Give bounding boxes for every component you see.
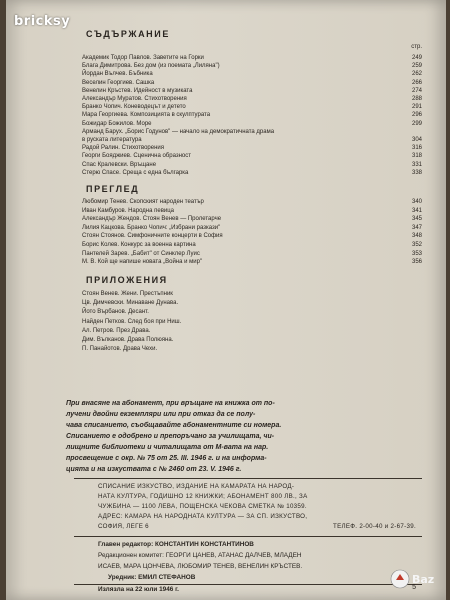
page-column-header: стр. (411, 44, 422, 50)
entry-title: Венелин Кръстев. Идейност в музиката (82, 87, 193, 94)
divider (74, 584, 422, 585)
notice-line: лищните библиотеки и читалищата от М-вата на нар. (66, 444, 269, 451)
notice-line: Списанието е одобрено и препоръчано за училищата, чи- (66, 433, 275, 440)
publication-line: АДРЕС: КАМАРА НА НАРОДНАТА КУЛТУРА — ЗА СП. ИЗКУСТВО, (98, 513, 308, 520)
entry-page: 353 (411, 250, 422, 257)
entry-title: Мара Георгиева. Композицията в скулптурата (82, 112, 211, 119)
entry-title: Иван Камбуров. Народна певица (82, 207, 175, 214)
entry-title: Божидар Божилов. Море (82, 120, 152, 127)
appendix-item: Дим. Вълканов. Драва Полюяна. (82, 337, 174, 343)
appendix-item: Стоян Венев. Жени. Престъпник (82, 291, 173, 297)
entry-title: Йордан Вълчев. Бъбника (82, 71, 153, 78)
entry-page: 316 (411, 145, 422, 152)
entry-title: Александър Муратов. Стихотворения (82, 96, 187, 102)
entry-title: Бранко Чопич. Коневодецът и детето (82, 104, 186, 111)
notice-line: просвещение с окр. № 75 от 25. III. 1946 г. и на информа- (66, 455, 267, 462)
entry-title: Стоян Стоянов. Симфоничните концерти в София (82, 233, 223, 240)
entry-title: Александър Жендов. Стоян Венев — Пролетарче (82, 216, 222, 223)
entry-title: Пантелей Зарев. „Бабит" от Синклер Луис (82, 250, 200, 257)
entry-page: 352 (411, 242, 422, 248)
entry-title: Спас Кралевски. Връщане (82, 161, 157, 168)
entry-title: М. В. Кой ще напише новата „Война и мир" (82, 259, 203, 266)
entry-page: 338 (411, 169, 422, 176)
notice-line: лучени двойни екземпляри или при отказ да се полу- (66, 411, 256, 418)
entry-page: 249 (411, 55, 422, 61)
magazine-page (6, 0, 446, 600)
entry-page: 274 (411, 87, 422, 94)
entry-page: 340 (411, 199, 422, 205)
entry-title: Академик Тодор Павлов. Заветите на Горки (82, 55, 204, 61)
manager: Уредник: ЕМИЛ СТЕФАНОВ (108, 574, 196, 581)
divider (74, 536, 422, 537)
contents-title: СЪДЪРЖАНИЕ (86, 29, 170, 39)
entry-page: 266 (411, 79, 422, 86)
entry-page: 348 (411, 233, 422, 240)
svg-text:Baz: Baz (412, 573, 435, 586)
entry-title: Георги Бояджиев. Сценична образност (82, 153, 191, 160)
entry-title: Лилия Кацкова. Бранко Чопич: „Избрани разкази" (82, 224, 221, 231)
entry-title: Радой Ралин. Стихотворения (82, 145, 164, 152)
notice-line: чава списанието, съобщавайте абонаментните си номера. (66, 422, 282, 429)
appendix-item: Найден Петков. След боя при Ниш. (82, 318, 182, 325)
entry-page: 291 (411, 104, 422, 111)
logo-icon (390, 564, 442, 594)
entry-title: Любомир Тенев. Скопският народен театър (82, 199, 204, 205)
entry-page: 347 (411, 224, 422, 231)
editorial-board (98, 539, 416, 583)
committee-line: Редакционен комитет: ГЕОРГИ ЦАНЕВ, АТАНАС ДАЛЧЕВ, МЛАДЕН (98, 552, 302, 559)
publication-line: СПИСАНИЕ ИЗКУСТВО, ИЗДАНИЕ НА КАМАРАТА НА НАРОД- (98, 483, 295, 490)
entry-title: Веселин Георгиев. Сашка (82, 79, 155, 86)
entry-page: 318 (411, 153, 422, 160)
publication-address-row (98, 522, 416, 532)
publication-address: СОФИЯ, ЛЕГЕ 6 (98, 523, 149, 530)
entry-title: Стерю Спасе. Среща с една българка (82, 169, 189, 176)
appendix-item: П. Панайотов. Драва Чехи. (82, 346, 158, 353)
publication-phone: ТЕЛЕФ. 2-00-40 и 2-67-39. (332, 523, 416, 530)
notice-line: При внасяне на абонамент, при връщане на книжка от по- (66, 400, 275, 407)
entry-page: 331 (411, 161, 422, 168)
appendix-item: Ал. Петров. През Драва. (82, 327, 151, 334)
toc-entry (82, 169, 422, 178)
subscription-notice (66, 398, 420, 475)
entry-title: в руската литература (82, 137, 142, 143)
entry-page: 345 (411, 216, 422, 223)
watermark: bricksy (14, 14, 71, 29)
entry-title: Борис Колев. Конкурс за военна картина (82, 242, 196, 248)
entry-page: 304 (411, 137, 422, 143)
chief-editor: Главен редактор: КОНСТАНТИН КОНСТАНТИНОВ (98, 541, 254, 548)
divider (74, 478, 422, 479)
appendix-title: ПРИЛОЖЕНИЯ (86, 275, 168, 285)
entry-page: 296 (411, 112, 422, 119)
entry-page: 356 (411, 259, 422, 266)
entry-page: 299 (411, 120, 422, 127)
committee-line: ИСАЕВ, МАРА ЦОНЧЕВА, ЛЮБОМИР ТЕНЕВ, ВЕНЕЛИН КРЪСТЕВ. (98, 563, 303, 570)
entry-page: 288 (411, 96, 422, 102)
entry-title: Арманд Барух. „Борис Годунов" — начало на демократичната драма (82, 128, 275, 135)
entry-title: Блага Димитрова. Без дом (из поемата „Лиляна") (82, 63, 220, 70)
notice-line: цията и на изкуствата с № 2460 от 23. V. 1946 г. (66, 466, 242, 473)
entry-page: 262 (411, 71, 422, 78)
publication-line: ЧУЖБИНА — 1100 ЛЕВА, ПОЩЕНСКА ЧЕКОВА СМЕТКА № 10359. (98, 503, 307, 510)
entry-page: 341 (411, 207, 422, 214)
publication-line: НАТА КУЛТУРА, ГОДИШНО 12 КНИЖКИ; АБОНАМЕНТ 800 ЛВ., ЗА (98, 493, 308, 500)
appendix-item: Йото Върбанов. Десант. (82, 309, 149, 316)
publication-info (98, 482, 416, 522)
review-title: ПРЕГЛЕД (86, 184, 140, 194)
printed-date: Излязла на 22 юли 1946 г. (98, 586, 179, 593)
toc-entry (82, 258, 422, 267)
entry-page: 259 (411, 63, 422, 70)
page-number: 5 (412, 584, 416, 591)
appendix-item: Цв. Димчевски. Минаване Дунава. (82, 300, 179, 307)
